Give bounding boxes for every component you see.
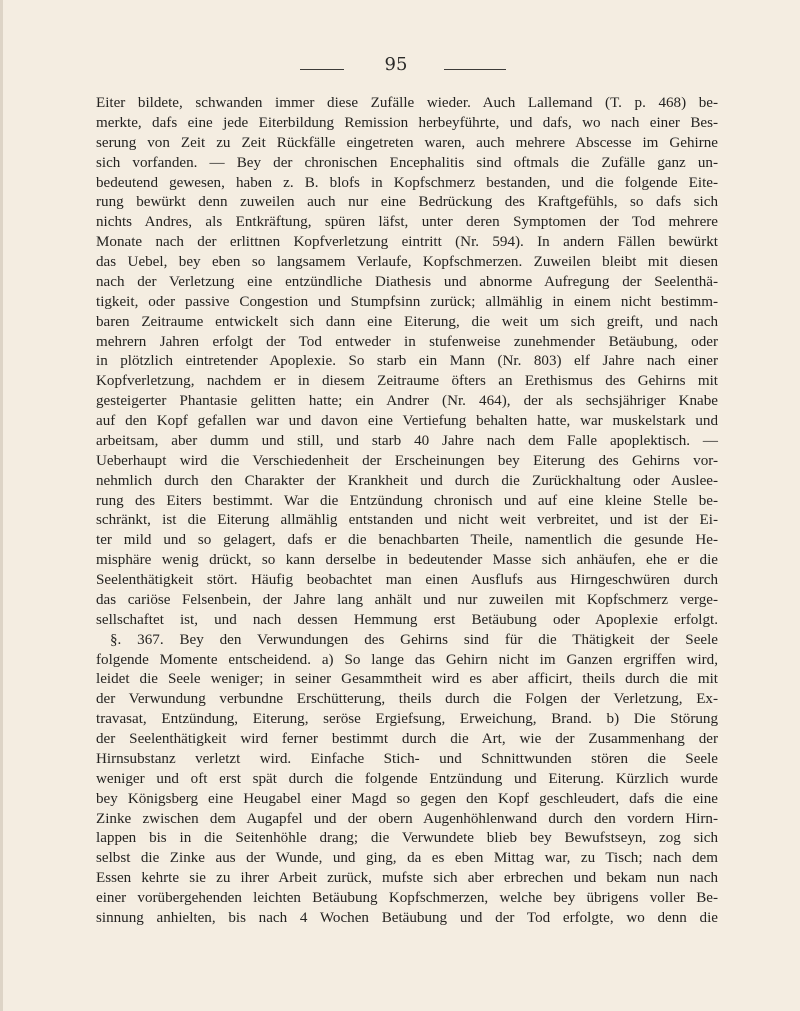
text-line: nichts Andres, als Entkräftung, spüren läfst, unter deren Symptomen der Tod mehrere: [96, 214, 718, 231]
text-line: baren Zeitraume entwickelt sich dann eine Eiterung, die weit um sich greift, und nach: [96, 313, 718, 330]
text-line: schränkt, ist die Eiterung allmählig entstanden und nicht weit verbreitet, und ist der Ei-: [96, 512, 718, 529]
text-line: Essen kehrte sie zu ihrer Arbeit zurück, mufste sich aber erbrechen und bekam nun nach: [96, 870, 718, 887]
text-line: Kopfverletzung, nachdem er in diesem Zeitraume öfters an Erethismus des Gehirns mit: [96, 373, 718, 390]
text-line: gesteigerter Phantasie gelitten hatte; ein Andrer (Nr. 464), der als sechsjähriger Knabe: [96, 393, 718, 410]
text-line: lappen bis in die Seitenhöhle drang; die Verwundete blieb bey Bewufstseyn, zog sich: [96, 830, 718, 847]
text-line: auf den Kopf gefallen war und davon eine Vertiefung behalten hatte, war muskelstark und: [96, 413, 718, 429]
page-edge: [0, 0, 3, 1011]
text-line: selbst die Zinke aus der Wunde, und ging, da es eben Mittag war, zu Tisch; nach dem: [96, 850, 718, 867]
text-line: das Uebel, bey eben so langsamem Verlaufe, Kopfschmerzen. Zuweilen bleibt mit diesen: [96, 254, 718, 270]
text-line: Monate nach der erlittnen Kopfverletzung eintritt (Nr. 594). In andern Fällen bewürkt: [96, 234, 718, 251]
text-line: leidet die Seele weniger; in seiner Gesammtheit wird es aber afficirt, theils durch die mit: [96, 671, 718, 688]
text-line: nach der Verletzung eine entzündliche Diathesis und abnorme Aufregung der Seelenthä-: [96, 273, 718, 290]
text-line: tigkeit, oder passive Congestion und Stumpfsinn zurück; allmählig in einem nicht bestimm-: [96, 293, 718, 310]
text-line: ter mild und so gelagert, dafs er die benachbarten Theile, namentlich die gesunde He-: [96, 532, 718, 549]
text-line: misphäre wenig drückt, so kann derselbe in bedeutender Masse sich anhäufen, ehe er die: [96, 552, 718, 569]
text-line: bey Königsberg eine Heugabel einer Magd so gegen den Kopf geschleudert, dafs die eine: [96, 790, 718, 807]
text-line: einer vorübergehenden leichten Betäubung Kopfschmerzen, welche bey übrigens voller Be-: [96, 890, 718, 906]
text-line: Zinke zwischen dem Augapfel und der obern Augenhöhlenwand durch den vordern Hirn-: [96, 810, 718, 827]
text-line: sellschaftet ist, und nach dessen Hemmung erst Betäubung oder Apoplexie erfolgt.: [96, 611, 718, 628]
text-line: folgende Momente entscheidend. a) So lange das Gehirn nicht im Ganzen ergriffen wird,: [96, 651, 718, 668]
text-line: merkte, dafs eine jede Eiterbildung Remission herbeyführte, und dafs, wo nach einer Bes-: [96, 114, 718, 131]
text-line: Seelenthätigkeit stört. Häufig beobachtet man einen Ausflufs aus Hirngeschwüren durch: [96, 572, 718, 588]
text-line: der Verwundung verbundne Erschütterung, theils durch die Folgen der Verletzung, Ex-: [96, 691, 718, 708]
text-line: rung bewürkt denn zuweilen auch nur eine Bedrückung des Kraftgefühls, so dafs sich: [96, 194, 718, 211]
text-line: travasat, Entzündung, Eiterung, seröse Ergiefsung, Erweichung, Brand. b) Die Störung: [96, 711, 718, 728]
text-line: Ueberhaupt wird die Verschiedenheit der Erscheinungen bey Eiterung des Gehirns vor-: [96, 452, 718, 469]
text-line: Eiter bildete, schwanden immer diese Zufälle wieder. Auch Lallemand (T. p. 468) be-: [96, 95, 718, 111]
text-line: serung von Zeit zu Zeit Rückfälle eingetreten waren, auch mehrere Abscesse im Gehirne: [96, 134, 718, 151]
text-line: der Seelenthätigkeit wird ferner bestimmt durch die Art, wie der Zusammenhang der: [96, 731, 718, 747]
header-rule-left: [300, 69, 344, 70]
page-number: 95: [384, 54, 408, 75]
text-line: das cariöse Felsenbein, der Jahre lang anhält und nur zuweilen mit Kopfschmerz verge-: [96, 591, 718, 608]
text-line: sich vorfanden. — Bey der chronischen Encephalitis sind oftmals die Zufälle ganz un-: [96, 154, 718, 171]
text-line: sinnung anhielten, bis nach 4 Wochen Betäubung und der Tod erfolgte, wo denn die: [96, 909, 718, 926]
text-line: arbeitsam, aber dumm und still, und starb 40 Jahre nach dem Falle apoplektisch. —: [96, 432, 718, 449]
text-line: nehmlich durch den Charakter der Krankheit und durch die Zurückhaltung oder Auslee-: [96, 472, 718, 489]
text-line: §. 367. Bey den Verwundungen des Gehirns sind für die Thätigkeit der Seele: [110, 631, 718, 648]
text-line: in plötzlich eintretender Apoplexie. So starb ein Mann (Nr. 803) elf Jahre nach einer: [96, 353, 718, 370]
text-line: rung des Eiters bestimmt. War die Entzündung chronisch und auf eine kleine Stelle be-: [96, 492, 718, 509]
text-line: bedeutend gewesen, haben z. B. blofs in Kopfschmerz bestanden, und die folgende Eite-: [96, 174, 718, 191]
body-text: [96, 94, 718, 929]
text-line: mehrern Jahren erfolgt der Tod entweder in stufenweise zunehmender Betäubung, oder: [96, 333, 718, 350]
header-rule-right: [444, 69, 506, 70]
text-line: Hirnsubstanz verletzt wird. Einfache Stich- und Schnittwunden stören die Seele: [96, 750, 718, 767]
text-line: weniger und oft erst spät durch die folgende Entzündung und Eiterung. Kürzlich wurde: [96, 770, 718, 787]
page-header: [0, 54, 800, 82]
